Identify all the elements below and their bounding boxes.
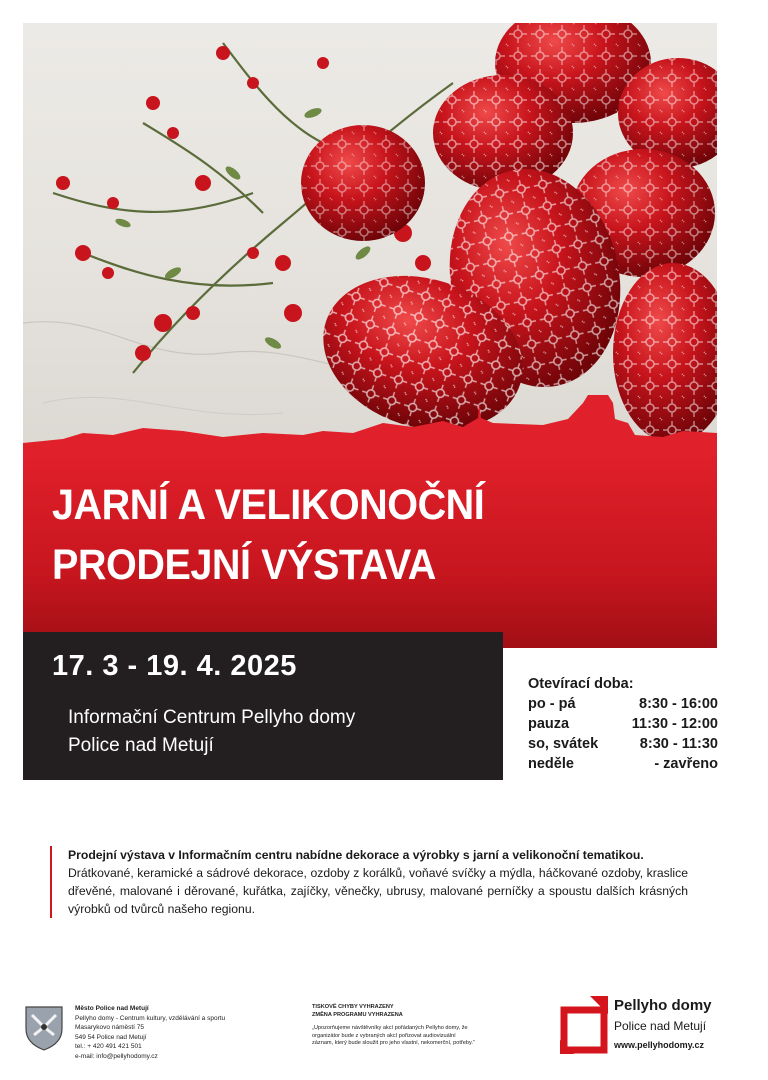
hours-row <box>528 734 718 754</box>
website-link[interactable]: www.pellyhodomy.cz <box>614 1040 705 1050</box>
hours-day: pauza <box>528 716 570 732</box>
hero-image <box>23 23 717 453</box>
town-crest-icon <box>24 1005 64 1051</box>
legal-notice <box>312 1004 477 1048</box>
opening-hours <box>528 674 718 774</box>
notice-program-change: ZMĚNA PROGRAMU VYHRAZENA <box>312 1011 403 1018</box>
email: e-mail: info@pellyhodomy.cz <box>75 1052 158 1060</box>
pellyho-domy-logo-icon <box>560 996 608 1054</box>
title-line-1: JARNÍ A VELIKONOČNÍ <box>52 481 485 529</box>
hours-day: neděle <box>528 756 574 772</box>
description-lead: Prodejní výstava v Informačním centru nabídne dekorace a výrobky s jarní a velikonoční tematikou. <box>68 848 644 862</box>
phone: tel.: + 420 491 421 501 <box>75 1043 142 1050</box>
description-body: Drátkované, keramické a sádrové dekorace, ozdoby z korálků, voňavé svíčky a mýdla, háčkované ozdoby, kraslice dřevěné, malované i děrované, kuřátka, zajíčky, věnečky, ubrusy, malované perníčky a spoustu dalších krásných výrobků od tvůrců našeho regionu. <box>68 866 688 916</box>
venue-line-2: Police nad Metují <box>68 735 214 756</box>
easter-eggs-illustration <box>23 23 717 453</box>
hours-day: po - pá <box>528 696 576 712</box>
org-name: Město Police nad Metují <box>75 1005 149 1012</box>
opening-hours-heading: Otevírací doba: <box>528 676 634 692</box>
notice-print-errors: TISKOVÉ CHYBY VYHRAZENY <box>312 1004 394 1010</box>
hours-row <box>528 694 718 714</box>
notice-recording: „Upozorňujeme návštěvníky akcí pořádaných Pellyho domy, že organizátor bude z vybraných akcí pořizovat audiovizuální záznam, který bude sloužit pro jeho vlastní, nekomerční, potřeby.“ <box>312 1025 475 1046</box>
address-line-2: 549 54 Police nad Metují <box>75 1033 147 1041</box>
hours-time: - zavřeno <box>654 756 718 772</box>
event-dates: 17. 3 - 19. 4. 2025 <box>52 650 297 682</box>
hours-row <box>528 714 718 734</box>
venue-line-1: Informační Centrum Pellyho domy <box>68 707 356 728</box>
hours-row <box>528 754 718 774</box>
title-line-2: PRODEJNÍ VÝSTAVA <box>52 541 436 589</box>
hours-time: 8:30 - 16:00 <box>639 696 718 712</box>
hours-time: 11:30 - 12:00 <box>631 716 718 732</box>
address-line-1: Masarykovo náměstí 75 <box>75 1024 145 1031</box>
logo-name: Pellyho domy <box>614 997 712 1014</box>
org-subtitle: Pellyho domy - Centrum kultury, vzdělávání a sportu <box>75 1014 226 1022</box>
hours-day: so, svátek <box>528 736 599 752</box>
organizer-contact <box>75 1004 225 1061</box>
poster-title <box>52 475 641 595</box>
hours-time: 8:30 - 11:30 <box>639 736 718 752</box>
event-venue <box>68 704 355 760</box>
logo-town: Police nad Metují <box>614 1019 707 1033</box>
event-description <box>50 846 688 918</box>
